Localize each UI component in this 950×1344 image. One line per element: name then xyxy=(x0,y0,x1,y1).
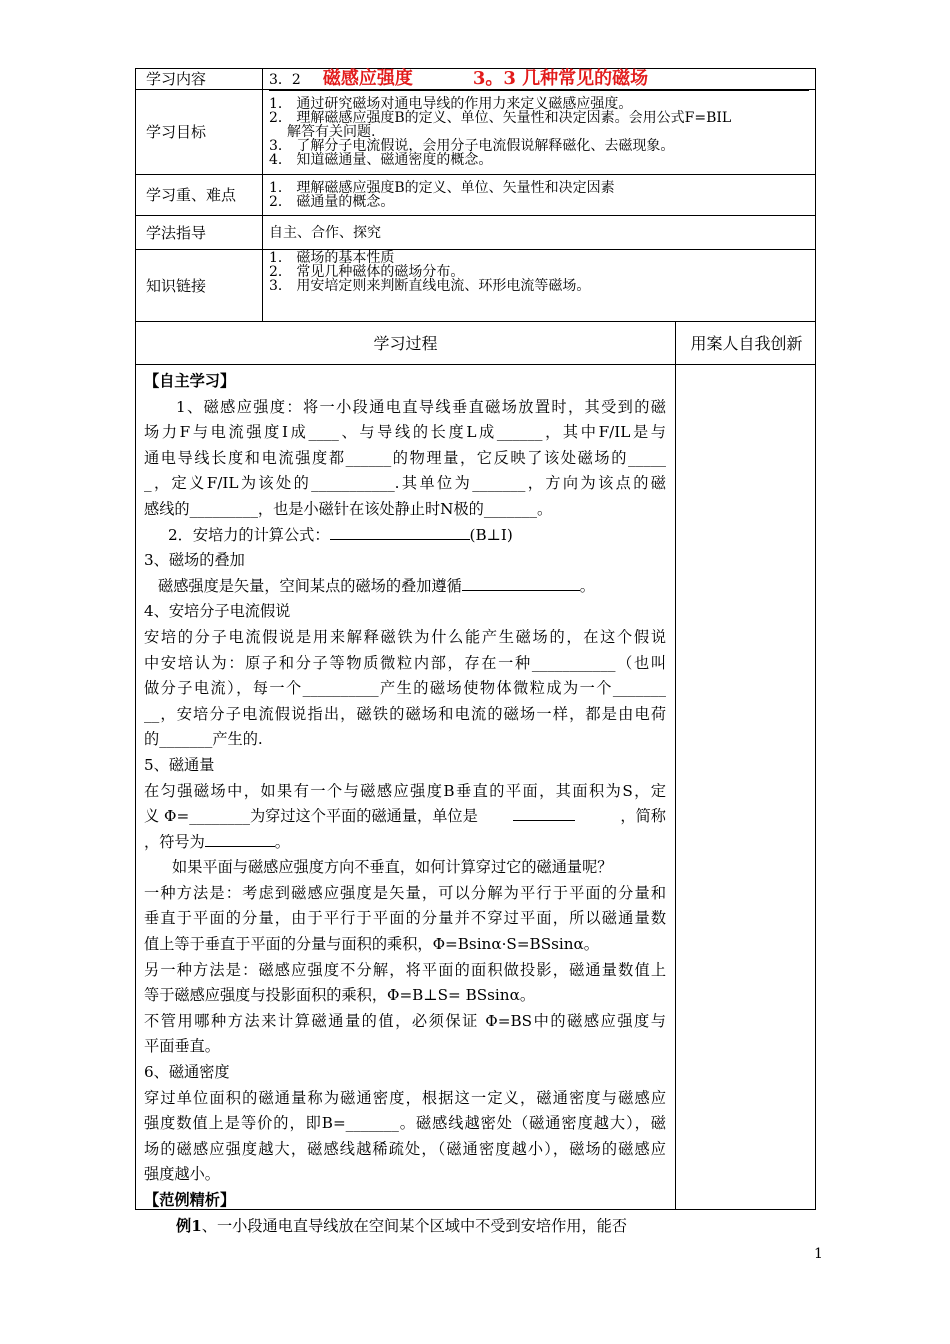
formula-tail: (B⊥I) xyxy=(469,525,513,544)
formula-blank xyxy=(330,525,470,540)
section-6-line: 强度数值上是等价的，即B=_______。磁感线越密处（磁通密度越大），磁 xyxy=(144,1114,666,1133)
link-line: 1． 磁场的基本性质 xyxy=(269,250,395,266)
unit-blank xyxy=(513,804,575,821)
example-1-label: 例1 xyxy=(176,1216,202,1235)
lesson-title-cell xyxy=(263,69,816,90)
section-6-line: 场的磁感应强度越大，磁感线越稀疏处，（磁通密度越小），磁场的磁感应 xyxy=(144,1139,666,1158)
key-point-line: 1． 理解磁感应强度B的定义、单位、矢量性和决定因素 xyxy=(269,180,615,196)
section-3-end: 。 xyxy=(579,576,595,595)
self-study-heading: 【自主学习】 xyxy=(144,372,236,390)
method-3-line: 平面垂直。 xyxy=(144,1037,220,1056)
abbrev-label: ，简称 xyxy=(620,807,666,826)
method-3-line: 不管用哪种方法来计算磁通量的值，必须保证 Φ=BS中的磁感应强度与 xyxy=(144,1011,666,1030)
symbol-end: 。 xyxy=(274,832,290,851)
section-3-title: 3、磁场的叠加 xyxy=(144,551,245,570)
section-6-title: 6、磁通密度 xyxy=(144,1063,230,1082)
symbol-blank xyxy=(205,832,275,847)
content-label: 学习内容 xyxy=(136,69,263,90)
method-1-line: 一种方法是：考虑到磁感应强度是矢量，可以分解为平行于平面的分量和 xyxy=(144,883,666,902)
paragraph-line: 场力F与电流强度I成____、与导线的长度L成______，其中F/IL是与 xyxy=(144,423,666,442)
section-4-line: __，安培分子电流假说指出，磁铁的磁场和电流的磁场一样，都是由电荷 xyxy=(144,704,666,723)
main-content xyxy=(144,369,666,1239)
goals-content xyxy=(263,90,816,175)
process-right-header: 用案人自我创新 xyxy=(675,321,817,364)
method-2-line: 另一种方法是：磁感应强度不分解，将平面的面积做投影，磁通量数值上 xyxy=(144,960,666,979)
method-1-line: 垂直于平面的分量，由于平行于平面的分量并不穿过平面，所以磁通量数 xyxy=(144,909,666,928)
page-number: 1 xyxy=(814,1246,823,1262)
goals-label: 学习目标 xyxy=(136,90,263,175)
formula-label: 2．安培力的计算公式： xyxy=(168,525,330,544)
links-row xyxy=(136,250,816,322)
title-part-2: 3。3 几种常见的磁场 xyxy=(472,67,649,89)
section-4-title: 4、安培分子电流假说 xyxy=(144,602,291,621)
section-4-line: 中安培认为：原子和分子等物质微粒内部，存在一种___________（也叫 xyxy=(144,653,666,672)
method-2-line: 等于磁感应强度与投影面积的乘积，Φ=B⊥S= BSsinα。 xyxy=(144,986,536,1005)
section-3-line xyxy=(144,574,666,600)
paragraph-line: 通电导线长度和电流强度都______的物理量，它反映了该处磁场的_____ xyxy=(144,448,666,467)
flux-definition: 义 Φ=________为穿过这个平面的磁通量，单位是 xyxy=(144,807,478,826)
section-3-text: 磁感强度是矢量，空间某点的磁场的叠加遵循 xyxy=(158,576,462,595)
column-divider xyxy=(675,364,676,1209)
section-5-question: 如果平面与磁感应强度方向不垂直，如何计算穿过它的磁通量呢？ xyxy=(172,858,613,877)
section-6-line: 强度越小。 xyxy=(144,1165,220,1184)
goal-line: 2． 理解磁感应强度B的定义、单位、矢量性和决定因素。会用公式F=BIL xyxy=(269,110,732,126)
paragraph-line: _，定义F/IL为该处的___________.其单位为_______，方向为该点的磁 xyxy=(144,474,666,493)
method-content: 自主、合作、探究 xyxy=(263,216,816,250)
section-4-line: 的_______产生的. xyxy=(144,730,263,749)
links-label: 知识链接 xyxy=(136,250,263,322)
lesson-info-table xyxy=(135,68,816,322)
key-points-content xyxy=(263,175,816,216)
paragraph-line: 感线的_________，也是小磁针在该处静止时N极的_______。 xyxy=(144,499,553,518)
symbol-label: ，符号为 xyxy=(144,832,205,851)
goal-line: 1． 通过研究磁场对通电导线的作用力来定义磁感应强度。 xyxy=(269,96,633,112)
goals-row xyxy=(136,90,816,175)
section-5-def-line xyxy=(144,804,666,830)
process-header xyxy=(135,321,816,365)
section-4-line: 做分子电流），每一个__________产生的磁场使物体微粒成为一个_______ xyxy=(144,679,666,698)
section-5-symbol-line xyxy=(144,830,666,856)
method-label: 学法指导 xyxy=(136,216,263,250)
section-4-line: 安培的分子电流假说是用来解释磁铁为什么能产生磁场的，在这个假说 xyxy=(144,627,666,646)
example-1-line xyxy=(144,1214,666,1240)
link-line: 3． 用安培定则来判断直线电流、环形电流等磁场。 xyxy=(269,278,591,294)
goal-line: 4． 知道磁通量、磁通密度的概念。 xyxy=(269,152,493,168)
lesson-title xyxy=(269,67,809,89)
superposition-blank xyxy=(462,576,580,591)
section-5-title: 5、磁通量 xyxy=(144,755,215,774)
method-1-line: 值上等于垂直于平面的分量与面积的乘积，Φ=Bsinα·S=BSsinα。 xyxy=(144,935,599,954)
section-5-line: 在匀强磁场中，如果有一个与磁感应强度B垂直的平面，其面积为S，定 xyxy=(144,781,666,800)
section-number: 3．2 xyxy=(269,71,301,88)
link-line: 2． 常见几种磁体的磁场分布。 xyxy=(269,264,465,280)
key-points-row xyxy=(136,175,816,216)
goal-line: 3． 了解分子电流假说，会用分子电流假说解释磁化、去磁现象。 xyxy=(269,138,675,154)
method-row xyxy=(136,216,816,250)
links-content xyxy=(263,250,816,322)
key-point-line: 2． 磁通量的概念。 xyxy=(269,194,395,210)
formula-line xyxy=(144,523,666,549)
goal-line: 解答有关问题. xyxy=(287,124,376,140)
process-left-header: 学习过程 xyxy=(373,334,438,353)
title-underline xyxy=(269,90,809,91)
title-row xyxy=(136,69,816,90)
example-heading: 【范例精析】 xyxy=(144,1191,236,1209)
title-part-1: 磁感应强度 xyxy=(322,67,413,89)
key-points-label: 学习重、难点 xyxy=(136,175,263,216)
section-6-line: 穿过单位面积的磁通量称为磁通密度，根据这一定义，磁通密度与磁感应 xyxy=(144,1088,666,1107)
example-1-text: 、一小段通电直导线放在空间某个区域中不受到安培作用，能否 xyxy=(201,1216,628,1235)
paragraph-line: 1、磁感应强度：将一小段通电直导线垂直磁场放置时，其受到的磁 xyxy=(176,397,666,416)
